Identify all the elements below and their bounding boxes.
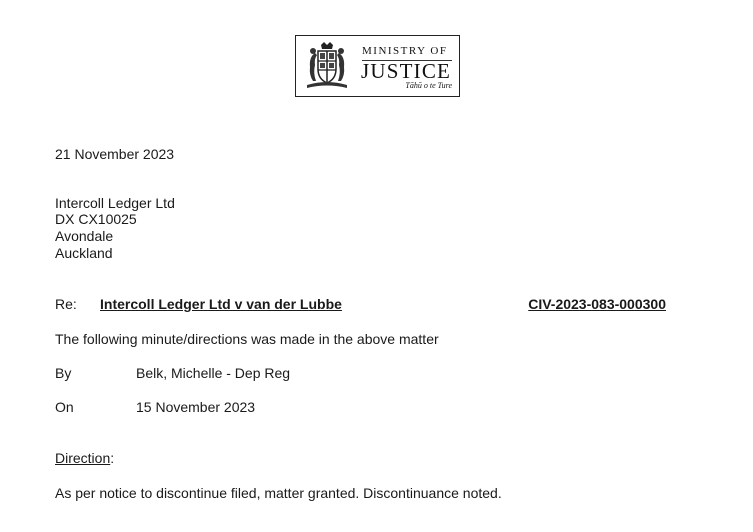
address-line-4: Auckland <box>55 245 113 261</box>
intro-text: The following minute/directions was made in the above matter <box>55 331 439 347</box>
case-number: CIV-2023-083-000300 <box>528 296 666 312</box>
logo-ministry-of: MINISTRY OF <box>362 45 448 57</box>
by-label: By <box>55 365 72 381</box>
address-line-1: Intercoll Ledger Ltd <box>55 195 175 211</box>
re-label: Re: <box>55 296 77 312</box>
ministry-of-justice-logo <box>295 35 460 97</box>
address-line-3: Avondale <box>55 228 114 244</box>
logo-maori-name: Tāhū o te Ture <box>405 81 452 90</box>
on-value: 15 November 2023 <box>136 399 256 415</box>
coat-of-arms-icon <box>301 41 353 91</box>
logo-justice: JUSTICE <box>361 59 452 83</box>
by-value: Belk, Michelle - Dep Reg <box>136 365 291 381</box>
direction-text: As per notice to discontinue filed, matter granted. Discontinuance noted. <box>55 485 502 501</box>
direction-colon: : <box>110 450 115 466</box>
address-line-2: DX CX10025 <box>55 211 137 227</box>
on-label: On <box>55 399 74 415</box>
case-title: Intercoll Ledger Ltd v van der Lubbe <box>100 296 342 312</box>
direction-heading <box>55 450 114 466</box>
direction-label: Direction <box>55 450 111 466</box>
letter-date: 21 November 2023 <box>55 146 175 162</box>
